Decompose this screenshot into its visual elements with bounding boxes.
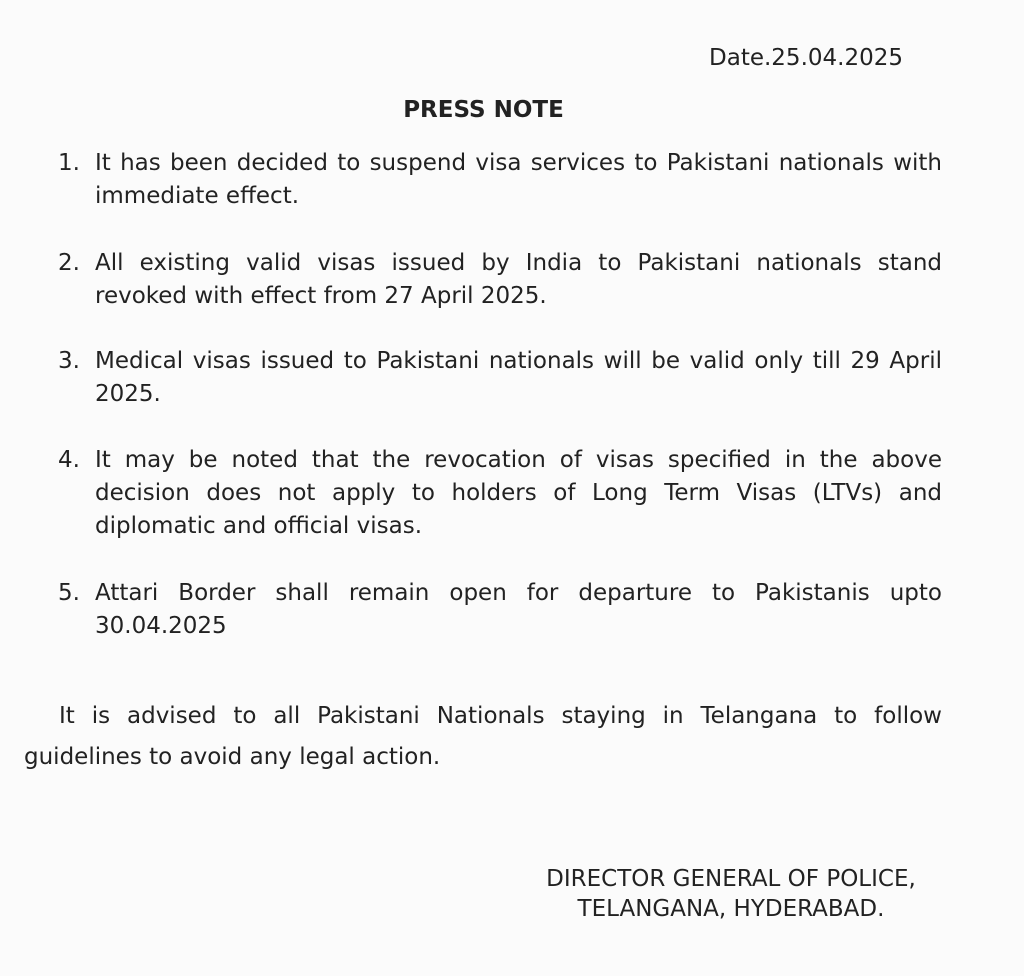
list-item <box>58 577 942 643</box>
list-item-number: 1. <box>58 150 80 176</box>
list-item-text: It may be noted that the revocation of visas specified in the above decision does not apply to holders of Long Term Visas (LTVs) and diplomatic and official visas. <box>95 447 942 539</box>
press-note-title: PRESS NOTE <box>403 97 564 123</box>
list-item-text: Medical visas issued to Pakistani nationals will be valid only till 29 April 2025. <box>95 348 942 407</box>
list-item-number: 3. <box>58 348 80 374</box>
list-item-text: Attari Border shall remain open for departure to Pakistanis upto 30.04.2025 <box>95 580 942 639</box>
list-item <box>58 147 942 213</box>
document-date: Date.25.04.2025 <box>709 45 903 71</box>
list-item <box>58 444 942 543</box>
signature-location: TELANGANA, HYDERABAD. <box>577 896 885 922</box>
list-item-number: 4. <box>58 447 80 473</box>
list-item <box>58 345 942 411</box>
advisory-paragraph: It is advised to all Pakistani Nationals staying in Telangana to follow guidelines to avoid any legal action. <box>24 703 942 770</box>
list-item <box>58 247 942 313</box>
list-item-number: 2. <box>58 250 80 276</box>
list-item-text: All existing valid visas issued by India to Pakistani nationals stand revoked with effect from 27 April 2025. <box>95 250 942 309</box>
list-item-number: 5. <box>58 580 80 606</box>
signature-block <box>500 864 962 924</box>
list-item-text: It has been decided to suspend visa services to Pakistani nationals with immediate effect. <box>95 150 942 209</box>
signature-designation: DIRECTOR GENERAL OF POLICE, <box>546 866 916 892</box>
